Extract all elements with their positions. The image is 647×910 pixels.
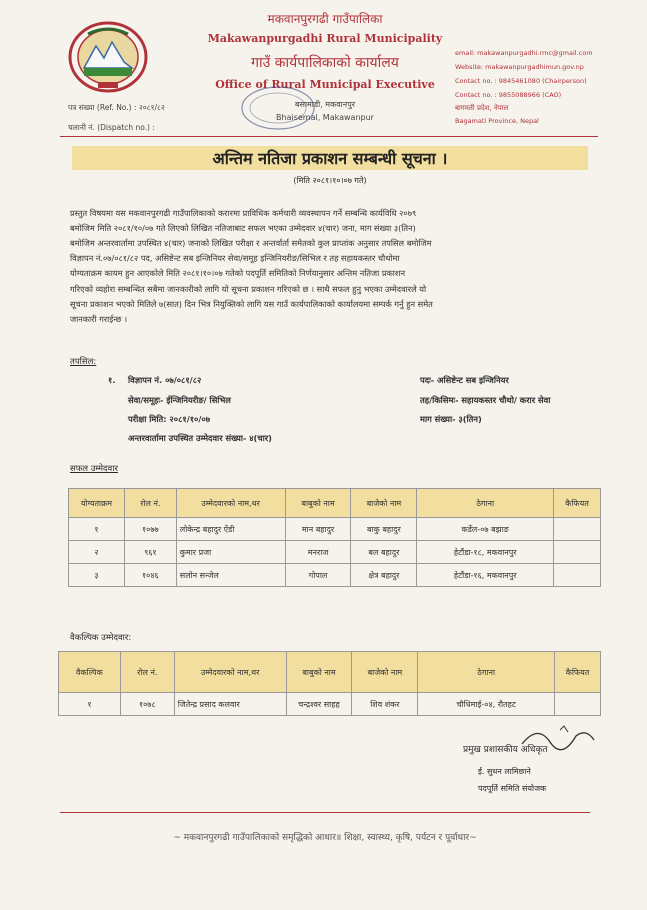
table-row bbox=[69, 518, 601, 541]
notice-title: अन्तिम नतिजा प्रकाशन सम्बन्धी सूचना । bbox=[212, 149, 448, 168]
office-name-en: Office of Rural Municipal Executive bbox=[215, 78, 435, 91]
body-line: गरिएको व्यहोरा सम्बन्धित सबैमा जानकारीको लागि यो सूचना प्रकाशन गरिएको छ । साथै सफल हुनु भएका उम्मेदवारले यो bbox=[70, 284, 427, 294]
office-name-ne: गाउँ कार्यपालिकाको कार्यालय bbox=[251, 55, 399, 71]
cell-father: चन्द्रश्वर साहह bbox=[286, 693, 352, 716]
cell-address: हेटौंडा-१६, मकवानपुर bbox=[417, 564, 554, 587]
province-en: Bagamati Province, Nepal bbox=[455, 117, 539, 125]
notice-date: (मिति २०८१।१०।०७ गते) bbox=[293, 176, 367, 185]
interview-count: अन्तरवार्तामा उपस्थित उम्मेदवार संख्या- ४(चार) bbox=[128, 433, 272, 443]
contact-website: Website: makawanpurgadhimun.gov.np bbox=[455, 63, 584, 71]
table-row bbox=[69, 541, 601, 564]
cell-grandfather: क्षेत्र बहादुर bbox=[351, 564, 417, 587]
col-grandfather: बाजेको नाम bbox=[351, 489, 417, 518]
alternate-table bbox=[58, 651, 601, 716]
body-line: बमोजिम अन्तरवार्तामा उपस्थित ४(चार) जनाको लिखित परीक्षा र अन्तर्वार्ता समेतको कुल प्राप्तांक अनुसार तपसिल बमोजिम bbox=[70, 238, 432, 248]
office-stamp-icon bbox=[238, 84, 318, 132]
cell-rank: ३ bbox=[69, 564, 125, 587]
cell-address: हेटौंडा-१८, मकवानपुर bbox=[417, 541, 554, 564]
cell-roll: १०७७ bbox=[124, 518, 176, 541]
col-roll: रोल नं. bbox=[124, 489, 176, 518]
cell-name: कुमार प्रजा bbox=[176, 541, 285, 564]
col-address: ठेगाना bbox=[417, 489, 554, 518]
body-line: प्रस्तुत विषयमा यस मकवानपुरगढी गाउँपालिकाको करारमा प्राविधिक कर्मचारी व्यवस्थापन गर्ने सम्बन्धि कार्यविधि २०७९ bbox=[70, 208, 417, 218]
cell-father: मान बहादुर bbox=[285, 518, 351, 541]
contact-cao: Contact no. : 9855088966 (CAO) bbox=[455, 91, 562, 99]
nepal-emblem-icon bbox=[66, 20, 150, 94]
body-line: विज्ञापन नं.०७/०८१/८२ पद, असिष्टेन्ट सब इन्जिनियर सेवा/समूह इन्जिनियरीङ/सिभिल र तह सहायकस्तर चौथोमा bbox=[70, 253, 400, 263]
cell-grandfather: बाकु बहादुर bbox=[351, 518, 417, 541]
body-line: जानकारी गराईन्छ । bbox=[70, 314, 128, 324]
signatory-name: ई. सुधन लामिछाने bbox=[478, 767, 531, 776]
alternate-heading: वैकल्पिक उम्मेदवार: bbox=[70, 633, 132, 643]
col-rank: योग्यताक्रम bbox=[69, 489, 125, 518]
contact-chairperson: Contact no. : 9845461080 (Chairperson) bbox=[455, 77, 587, 85]
signatory-role: प्रमुख प्रशासकीय अधिकृत bbox=[463, 745, 548, 755]
cell-name: सलोन सन्जेल bbox=[176, 564, 285, 587]
col-name: उम्मेदवारको नाम,थर bbox=[176, 489, 285, 518]
exam-date: परीक्षा मिति: २०८१/१०/०७ bbox=[128, 414, 211, 424]
cell-address: कर्डेल-०७ बझाङ bbox=[417, 518, 554, 541]
service-group: सेवा/समूहः- ईन्जिनियरीङ/ सिभिल bbox=[128, 395, 231, 405]
demand-count: माग संख्या- ३(तिन) bbox=[420, 414, 482, 424]
cell-name: लोकेन्द्र बहादुर ऐंडी bbox=[176, 518, 285, 541]
footer-divider bbox=[60, 812, 590, 813]
cell-roll: १०४६ bbox=[124, 564, 176, 587]
header-divider bbox=[60, 136, 598, 137]
cell-address: चौधिमाई-०४, रौतहट bbox=[418, 693, 555, 716]
cell-remarks bbox=[554, 518, 601, 541]
office-address-ne: बसामाडी, मकवानपुर bbox=[294, 100, 356, 109]
ad-number: विज्ञापन नं. ०७/०८१/८२ bbox=[128, 375, 202, 385]
contact-email: email: makawanpurgadhi.rmc@gmail.com bbox=[455, 49, 593, 57]
province-ne: बागमती प्रदेश, नेपाल bbox=[455, 104, 509, 112]
col-alternate: वैकल्पिक bbox=[59, 652, 121, 693]
col-roll: रोल नं. bbox=[120, 652, 174, 693]
cell-father: मनराज bbox=[285, 541, 351, 564]
body-line: सूचना प्रकाशन भएको मितिले ७(सात) दिन भित्र नियुक्तिको लागि यस गाउँ कार्यपालिकाको कार्यालयमा सम्पर्क गर्नु हुन समेत bbox=[70, 299, 433, 309]
successful-table bbox=[68, 488, 601, 587]
cell-rank: १ bbox=[69, 518, 125, 541]
office-address-en: Bhaisemal, Makawanpur bbox=[276, 113, 374, 122]
cell-remarks bbox=[554, 564, 601, 587]
cell-remarks bbox=[554, 541, 601, 564]
post-level: तह/किसिमः- सहायकस्तर चौथो/ करार सेवा bbox=[420, 395, 551, 405]
signatory-title: पदपूर्ति समिति संयोजक bbox=[478, 784, 547, 793]
cell-roll: ९६१ bbox=[124, 541, 176, 564]
municipality-name-ne: मकवानपुरगढी गाउँपालिका bbox=[267, 12, 383, 26]
details-index: १. bbox=[108, 375, 116, 385]
table-row bbox=[69, 564, 601, 587]
successful-heading: सफल उम्मेदवार bbox=[70, 464, 118, 474]
dispatch-number: चलानी नं. (Dispatch no.) : bbox=[68, 123, 155, 132]
col-name: उम्मेदवारको नाम,थर bbox=[174, 652, 286, 693]
body-line: बमोजिम मिति २०८१/१०/०७ गते लिएको लिखित नतिजाबाट सफल भएका उम्मेदवार ४(चार) जना, माग संख्या ३(तिन) bbox=[70, 223, 416, 233]
col-father: बाबुको नाम bbox=[286, 652, 352, 693]
table-header-row bbox=[59, 652, 601, 693]
cell-grandfather: शिव शंकर bbox=[352, 693, 418, 716]
col-father: बाबुको नाम bbox=[285, 489, 351, 518]
col-remarks: कैफियत bbox=[555, 652, 601, 693]
col-remarks: कैफियत bbox=[554, 489, 601, 518]
table-row bbox=[59, 693, 601, 716]
post-name: पदः- असिष्टेन्ट सब इन्जिनियर bbox=[420, 375, 509, 385]
cell-roll: १०७८ bbox=[120, 693, 174, 716]
municipality-name-en: Makawanpurgadhi Rural Municipality bbox=[207, 32, 443, 45]
cell-alternate: १ bbox=[59, 693, 121, 716]
table-header-row bbox=[69, 489, 601, 518]
footer-motto: ~ मकवानपुरगढी गाउँपालिकाको समृद्धिको आधार॥ शिक्षा, स्वास्थ्य, कृषि, पर्यटन र पूर्वाधार~ bbox=[173, 833, 477, 843]
details-heading: तपसिल: bbox=[70, 357, 97, 367]
col-grandfather: बाजेको नाम bbox=[352, 652, 418, 693]
cell-name: जितेन्द्र प्रसाद कलवार bbox=[174, 693, 286, 716]
cell-grandfather: बल बहादुर bbox=[351, 541, 417, 564]
cell-father: गोपाल bbox=[285, 564, 351, 587]
body-line: योग्यताक्रम कायम हुन आएकोले मिति २०८१।१०।०७ गतेको पदपूर्ति समितिको निर्णयानुसार अन्तिम नतिजा प्रकाशन bbox=[70, 268, 406, 278]
col-address: ठेगाना bbox=[418, 652, 555, 693]
cell-rank: २ bbox=[69, 541, 125, 564]
cell-remarks bbox=[555, 693, 601, 716]
ref-number: पत्र संख्या (Ref. No.) : २०८१/८२ bbox=[68, 103, 165, 112]
